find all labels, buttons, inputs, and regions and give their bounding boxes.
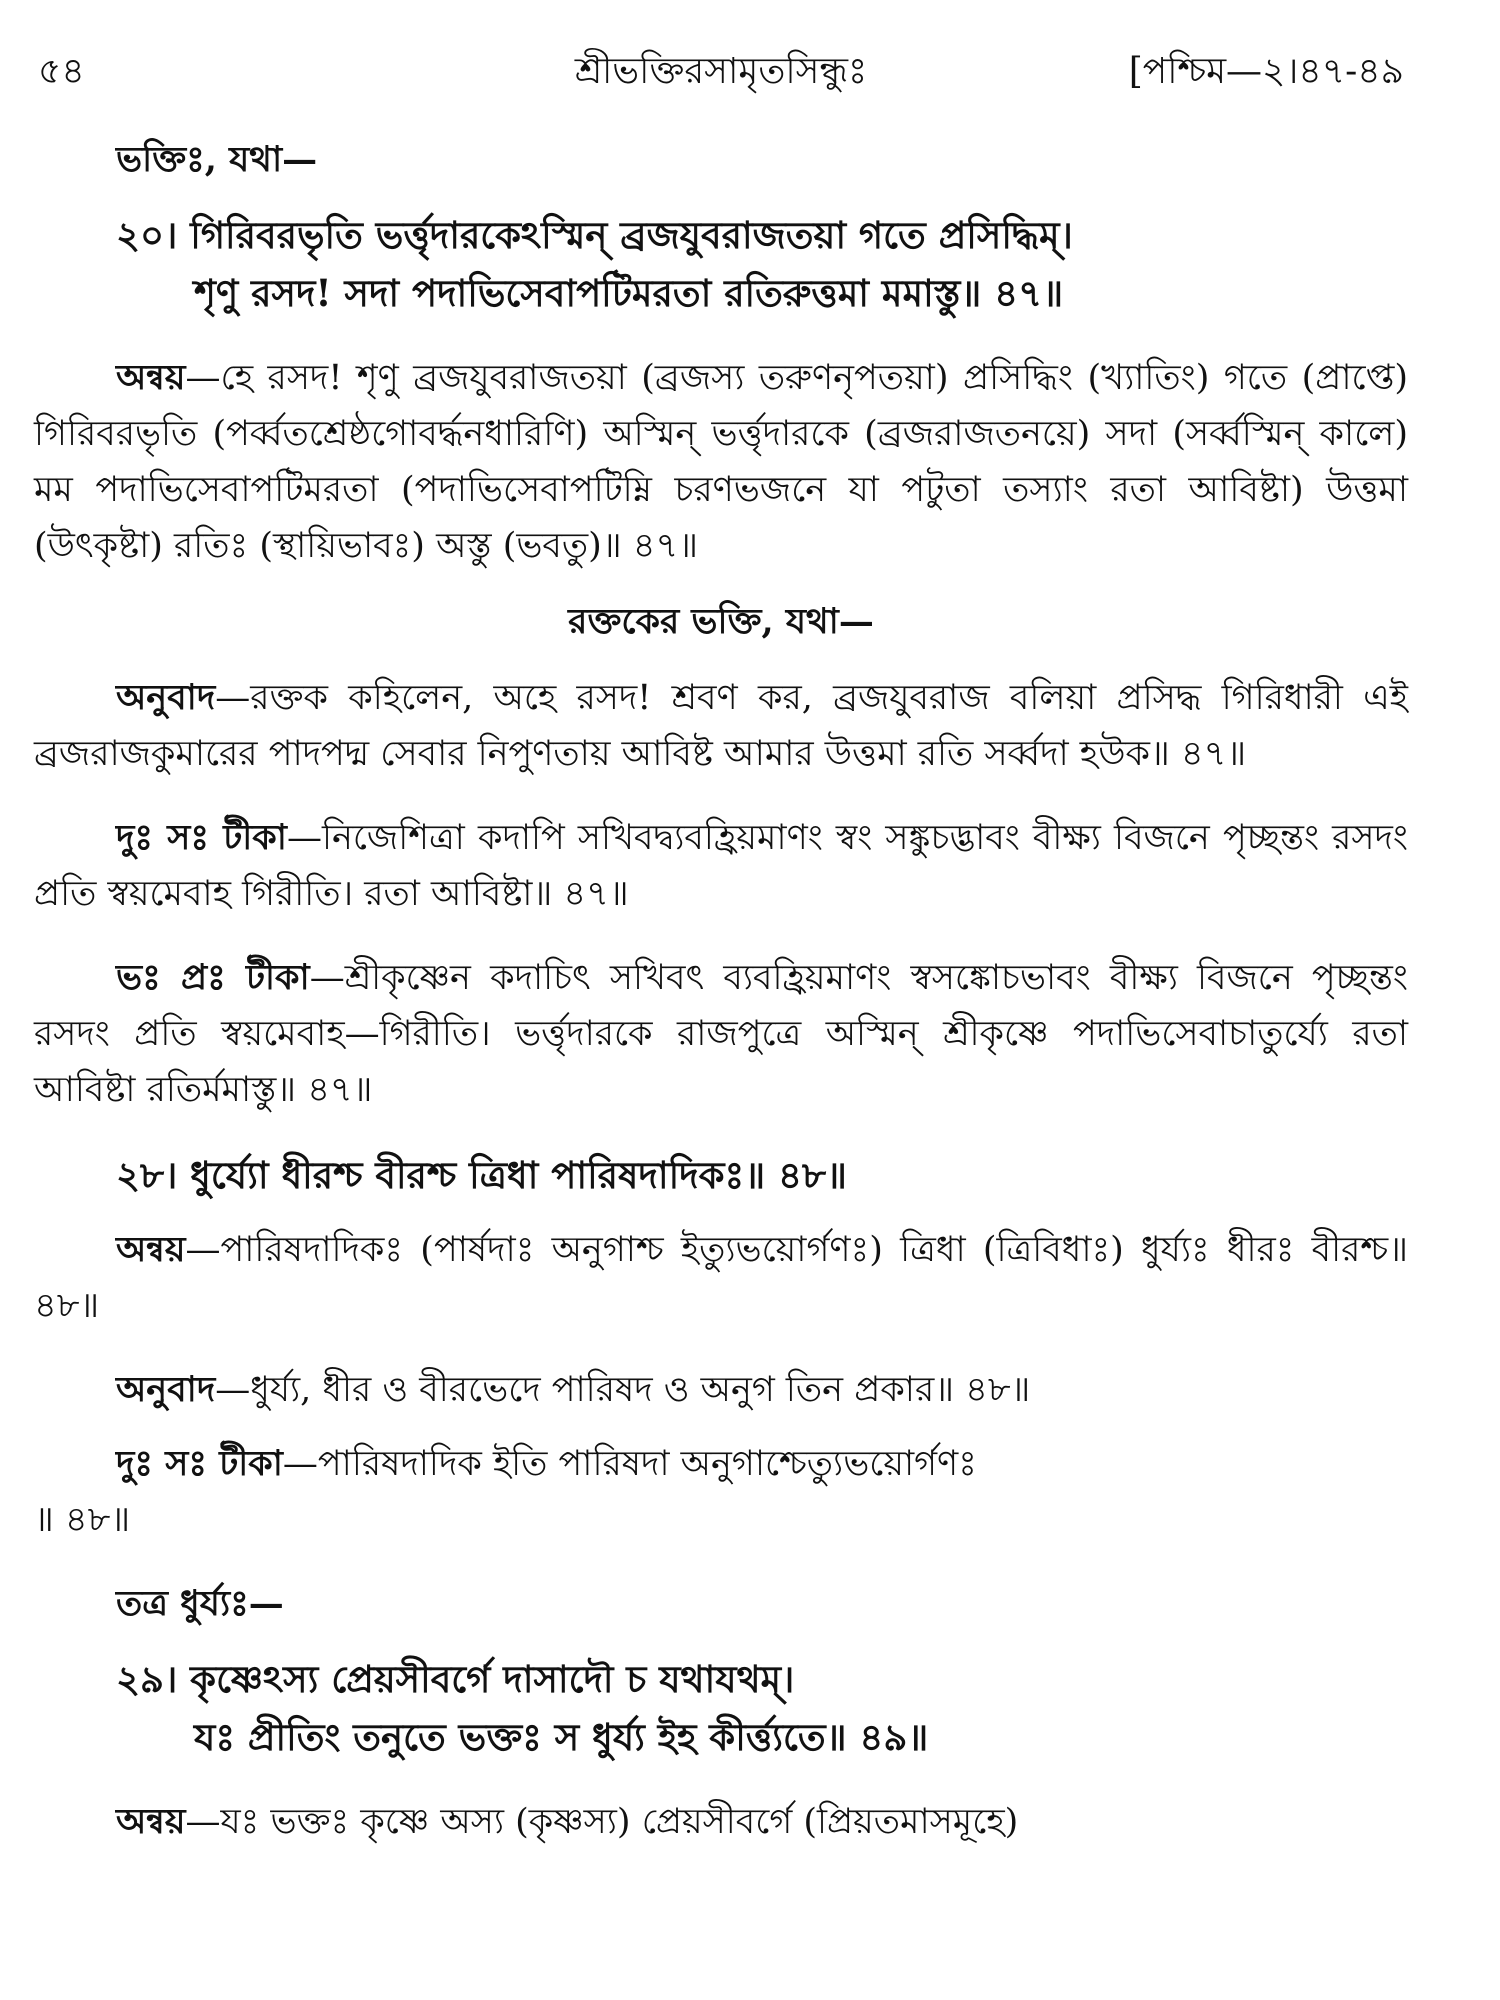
anvaya-47-label: অন্বয় xyxy=(116,357,186,398)
page-header xyxy=(38,42,1404,102)
anvaya-49 xyxy=(34,1794,1408,1850)
durgama-sangamani-48-end: ॥ ৪৮॥ xyxy=(34,1500,131,1540)
page-number: ৫৪ xyxy=(38,51,85,92)
verse-47 xyxy=(34,206,1408,322)
anuvad-47-label: অনুবাদ xyxy=(116,677,216,718)
verse-49-line-1: ২৯। কৃষ্ণেঽস্য প্রেয়সীবর্গে দাসাদৌ চ যথাযথম্। xyxy=(116,1657,795,1701)
verse-47-line-1: ২০। গিরিবরভৃতি ভর্ত্তৃদারকেঽস্মিন্ ব্রজযুবরাজতয়া গতে প্রসিদ্ধিম্। xyxy=(116,213,1073,257)
anuvad-47-text: —রক্তক কহিলেন, অহে রসদ! শ্রবণ কর, ব্রজযুবরাজ বলিয়া প্রসিদ্ধ গিরিধারী এই ব্রজরাজকুমারের পাদপদ্ম সেবার নিপুণতায় আবিষ্ট আমার উত্তমা রতি সর্ব্বদা হউক॥ ৪৭॥ xyxy=(34,678,1408,774)
anvaya-47-text: —হে রসদ! শৃণু ব্রজযুবরাজতয়া (ব্রজস্য তরুণনৃপতয়া) প্রসিদ্ধিং (খ্যাতিং) গতে (প্রাপ্তে) গিরিবরভৃতি (পর্ব্বতশ্রেষ্ঠগোবর্দ্ধনধারিণি) অস্মিন্ ভর্ত্তৃদারকে (ব্রজরাজতনয়ে) সদা (সর্ব্বস্মিন্ কালে) মম পদাভিসেবাপটিমরতা (পদাভিসেবাপটিম্নি চরণভজনে যা পটুতা তস্যাং রতা আবিষ্টা) উত্তমা (উৎকৃষ্টা) রতিঃ (স্থায়িভাবঃ) অস্তু (ভবতু)॥ ৪৭॥ xyxy=(34,358,1408,566)
anvaya-49-label: অন্বয় xyxy=(116,1801,186,1842)
anvaya-48-text: —পারিষদাদিকঃ (পার্ষদাঃ অনুগাশ্চ ইত্যুভয়োর্গণঃ) ত্রিধা (ত্রিবিধাঃ) ধুর্য্যঃ ধীরঃ বীরশ্চ॥ ৪৮॥ xyxy=(34,1230,1408,1326)
durgama-sangamani-47-text: —নিজেশিত্রা কদাপি সখিবদ্ব্যবহ্রিয়মাণং স্বং সঙ্কুচদ্ভাবং বীক্ষ্য বিজনে পৃচ্ছন্তং রসদং প্রতি স্বয়মেবাহ গিরীতি। রতা আবিষ্টা॥ ৪৭॥ xyxy=(34,818,1408,914)
section-heading: রক্তকের ভক্তি, যথা— xyxy=(568,601,874,642)
durgama-sangamani-48 xyxy=(34,1436,1408,1492)
durgama-sangamani-48-text: —পারিষদাদিক ইতি পারিষদা অনুগাশ্চেত্যুভয়োর্গণঃ xyxy=(282,1444,977,1484)
verse-48 xyxy=(34,1146,1408,1204)
section-reference: [পশ্চিম—২।৪৭-৪৯ xyxy=(1128,51,1404,92)
anuvad-48 xyxy=(34,1362,1408,1418)
anvaya-48 xyxy=(34,1222,1408,1334)
bhakti-pradipa-47-text: —শ্রীকৃষ্ণেন কদাচিৎ সখিবৎ ব্যবহ্রিয়মাণং স্বসঙ্কোচভাবং বীক্ষ্য বিজনে পৃচ্ছন্তং রসদং প্রতি স্বয়মেবাহ—গিরীতি। ভর্ত্তৃদারকে রাজপুত্রে অস্মিন্ শ্রীকৃষ্ণে পদাভিসেবাচাতুর্য্যে রতা আবিষ্টা রতির্মমাস্তু॥ ৪৭॥ xyxy=(34,958,1408,1110)
anvaya-47 xyxy=(34,350,1408,574)
page-body xyxy=(34,132,1408,1850)
durgama-sangamani-47 xyxy=(34,810,1408,922)
bhakti-pradipa-47 xyxy=(34,950,1408,1118)
anuvad-47 xyxy=(34,670,1408,782)
verse-48-line: ২৮। ধুর্য্যো ধীরশ্চ বীরশ্চ ত্রিধা পারিষদাদিকঃ॥ ৪৮॥ xyxy=(116,1153,847,1197)
verse-47-line-2: শৃণু রসদ! সদা পদাভিসেবাপটিমরতা রতিরুত্তমা মমাস্তু॥ ৪৭॥ xyxy=(194,271,1064,315)
anuvad-48-label: অনুবাদ xyxy=(116,1369,216,1410)
anvaya-49-text: —যঃ ভক্তঃ কৃষ্ণে অস্য (কৃষ্ণস্য) প্রেয়সীবর্গে (প্রিয়তমাসমূহে) xyxy=(185,1802,1019,1842)
running-title: শ্রীভক্তিরসামৃতসিন্ধুঃ xyxy=(574,51,868,92)
anvaya-48-label: অন্বয় xyxy=(116,1229,186,1270)
anuvad-48-text: —ধুর্য্য, ধীর ও বীরভেদে পারিষদ ও অনুগ তিন প্রকার॥ ৪৮॥ xyxy=(215,1370,1031,1410)
verse-49 xyxy=(34,1650,1408,1766)
durgama-sangamani-48-label: দুঃ সঃ টীকা xyxy=(116,1443,283,1484)
verse-49-line-2: যঃ প্রীতিং তনুতে ভক্তঃ স ধুর্য্য ইহ কীর্ত্ত্যতে॥ ৪৯॥ xyxy=(194,1715,929,1759)
bhakti-pradipa-47-label: ভঃ প্রঃ টীকা xyxy=(116,957,310,998)
durgama-sangamani-47-label: দুঃ সঃ টীকা xyxy=(116,817,287,858)
bhakti-intro: ভক্তিঃ, যথা— xyxy=(116,139,318,180)
tatra-dhurya: তত্র ধুর্য্যঃ— xyxy=(116,1583,284,1624)
